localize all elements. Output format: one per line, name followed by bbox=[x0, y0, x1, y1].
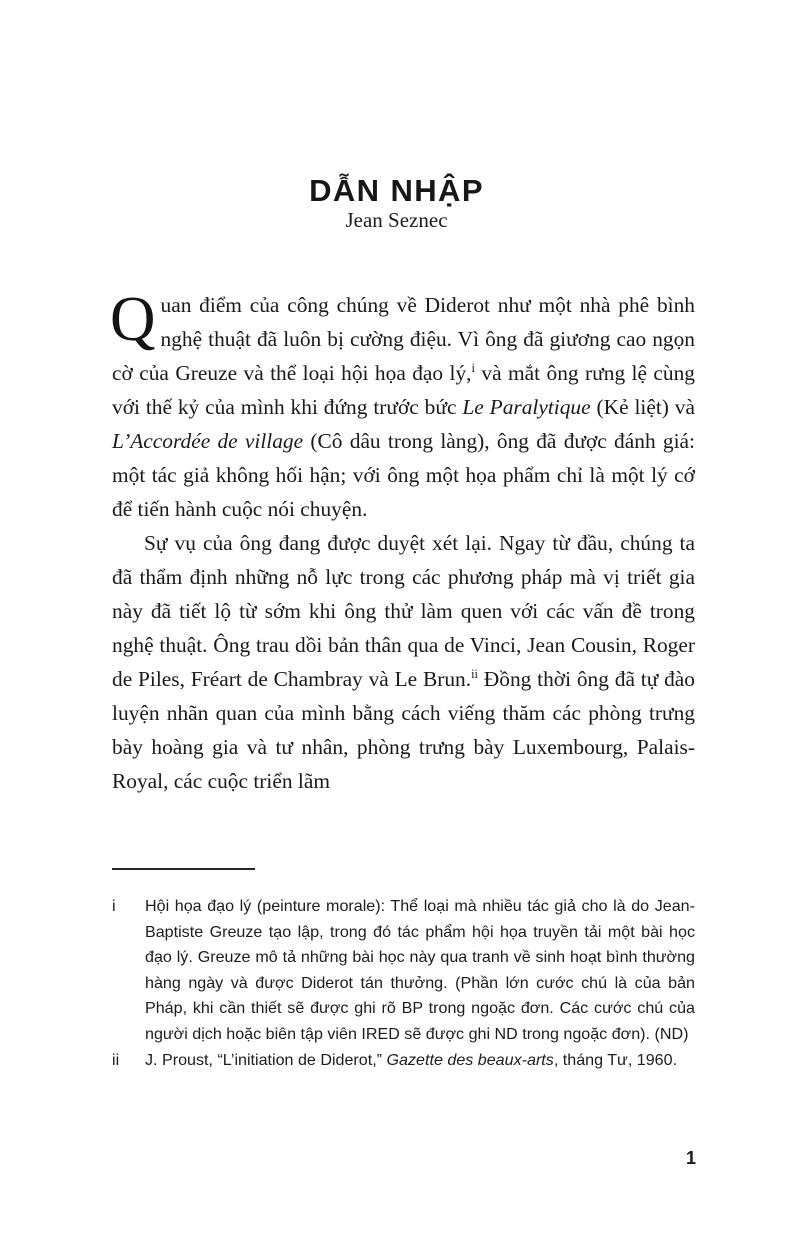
paragraph-1-run-2: và mắt ông rưng lệ cùng với thế kỷ của mình khi đứng trước bức bbox=[112, 361, 695, 419]
footnote-marker-i: i bbox=[112, 897, 116, 915]
footnote-reference-ii[interactable]: ii bbox=[471, 666, 478, 681]
drop-cap-letter: Q bbox=[110, 284, 156, 354]
chapter-author: Jean Seznec bbox=[345, 208, 448, 232]
paragraph-2-run-1: Sự vụ của ông đang được duyệt xét lại. Ngay từ đầu, chúng ta đã thẩm định những nỗ lực trong các phương pháp mà vị triết gia này đã tiết lộ từ sớm khi ông thử làm quen với các vấn đề trong nghệ thuật. Ông trau dồi bản thân qua de Vinci, Jean Cousin, Roger de Piles, Fréart de Chambray và Le Brun. bbox=[112, 531, 695, 691]
footnote-text-ii bbox=[145, 1048, 695, 1074]
footnote-ii-run-1: J. Proust, “L’initiation de Diderot,” bbox=[145, 1050, 387, 1069]
body-text-column bbox=[110, 284, 695, 798]
footnote-marker-ii: ii bbox=[112, 1050, 120, 1069]
paragraph-1-run-1: uan điểm của công chúng về Diderot như một nhà phê bình nghệ thuật đã luôn bị cường điệu. Vì ông đã giương cao ngọn cờ của Greuze và thể loại hội họa đạo lý, bbox=[112, 293, 695, 385]
body-paragraph-2 bbox=[112, 526, 695, 798]
footnote-text-i: Hội họa đạo lý (peinture morale): Thể loại mà nhiều tác giả cho là do Jean-Baptiste Greuze tạo lập, trong đó tác phẩm hội họa truyền tải một bài học đạo lý. Greuze mô tả những bài học này qua tranh về sinh hoạt bình thường hàng ngày và được Diderot tán thưởng. (Phần lớn cước chú là của bản Pháp, khi cần thiết sẽ được ghi rõ BP trong ngoặc đơn. Các cước chú của người dịch hoặc biên tập viên IRED sẽ được ghi ND trong ngoặc đơn). (ND) bbox=[145, 897, 695, 1043]
paragraph-2-run-2: Đồng thời ông đã tự đào luyện nhãn quan của mình bằng cách viếng thăm các phòng trưng bày hoàng gia và tư nhân, phòng trưng bày Luxembourg, Palais-Royal, các cuộc triển lãm bbox=[112, 667, 695, 793]
page-number: 1 bbox=[685, 1148, 696, 1168]
paragraph-1-run-3: (Kẻ liệt) và bbox=[590, 395, 695, 419]
footnote-separator-rule bbox=[112, 868, 255, 870]
footnote-section bbox=[112, 868, 695, 1073]
footnote-ii-run-2: , tháng Tư, 1960. bbox=[553, 1050, 678, 1069]
body-paragraph-1 bbox=[110, 284, 695, 526]
page-title: DẪN NHẬP bbox=[309, 172, 484, 208]
journal-title-gazette-des-beaux-arts: Gazette des beaux-arts bbox=[386, 1050, 554, 1069]
work-title-laccordee-de-village: L’Accordée de village bbox=[112, 429, 304, 453]
footnote-item-i bbox=[112, 894, 695, 1048]
paragraph-1-run-4: (Cô dâu trong làng), ông đã được đánh giá: một tác giả không hối hận; với ông một họa phẩm chỉ là một lý cớ để tiến hành cuộc nói chuyện. bbox=[112, 429, 695, 521]
footnote-reference-i[interactable]: i bbox=[471, 360, 475, 375]
work-title-le-paralytique: Le Paralytique bbox=[462, 395, 591, 419]
footnote-item-ii bbox=[112, 1048, 695, 1074]
